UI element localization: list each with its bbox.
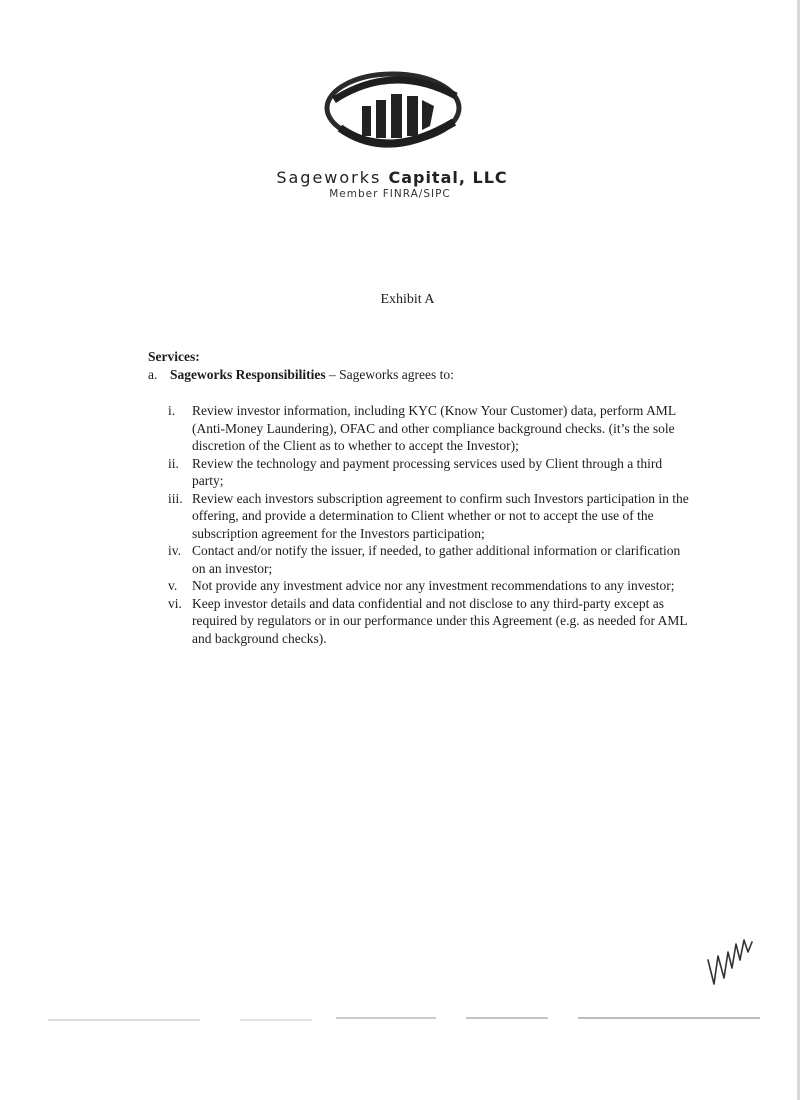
list-item-numeral: iii. — [168, 490, 183, 506]
responsibility-list — [148, 402, 708, 647]
list-item — [148, 595, 708, 648]
list-item-numeral: v. — [168, 578, 178, 593]
services-heading: Services: — [148, 349, 200, 364]
brand-name-bold: Capital, LLC — [388, 168, 508, 187]
list-item-text: Review each investors subscription agreement to confirm such Investors participation in the offering, and provide a determination to Client whether or not to accept the use of the subscription agreement for the Investors participation; — [192, 490, 689, 541]
list-item-numeral: vi. — [168, 595, 182, 611]
list-item-text: Review investor information, including KYC (Know Your Customer) data, perform AML (Anti-Money Laundering), OFAC and other compliance background checks. (it’s the sole discretion of the Client as to whether to accept the Investor); — [192, 403, 676, 453]
brand-name-light: Sageworks — [276, 168, 382, 187]
footer-scan-lines — [0, 1010, 800, 1030]
list-item — [148, 542, 708, 577]
list-item-text: Review the technology and payment processing services used by Client through a third party; — [192, 455, 663, 488]
brand-block — [0, 168, 800, 200]
initials-signature-icon — [700, 930, 760, 990]
list-item — [148, 402, 708, 455]
responsibility-heading: Sageworks Responsibilities — [170, 367, 326, 382]
list-item-numeral: i. — [168, 403, 176, 418]
list-item-text: Keep investor details and data confidential and not disclose to any third-party except as required by regulators or in our performance under this Agreement (e.g. as needed for AML and background checks). — [192, 595, 688, 646]
list-item — [148, 455, 708, 490]
list-item-text: Contact and/or notify the issuer, if needed, to gather additional information or clarification on an investor; — [192, 543, 681, 576]
list-item-text: Not provide any investment advice nor any investment recommendations to any investor; — [192, 578, 675, 593]
brand-subtitle: Member FINRA/SIPC — [329, 188, 451, 200]
services-section — [148, 348, 708, 384]
brand-name — [0, 168, 792, 187]
responsibility-line — [148, 366, 708, 384]
responsibility-letter: a. — [148, 367, 158, 382]
list-item-numeral: ii. — [168, 455, 179, 471]
list-item — [148, 490, 708, 543]
list-item-numeral: iv. — [168, 543, 181, 558]
list-item — [148, 577, 708, 595]
company-logo-icon — [318, 66, 468, 166]
exhibit-title: Exhibit A — [380, 292, 435, 307]
responsibility-intro: – Sageworks agrees to: — [329, 367, 454, 382]
